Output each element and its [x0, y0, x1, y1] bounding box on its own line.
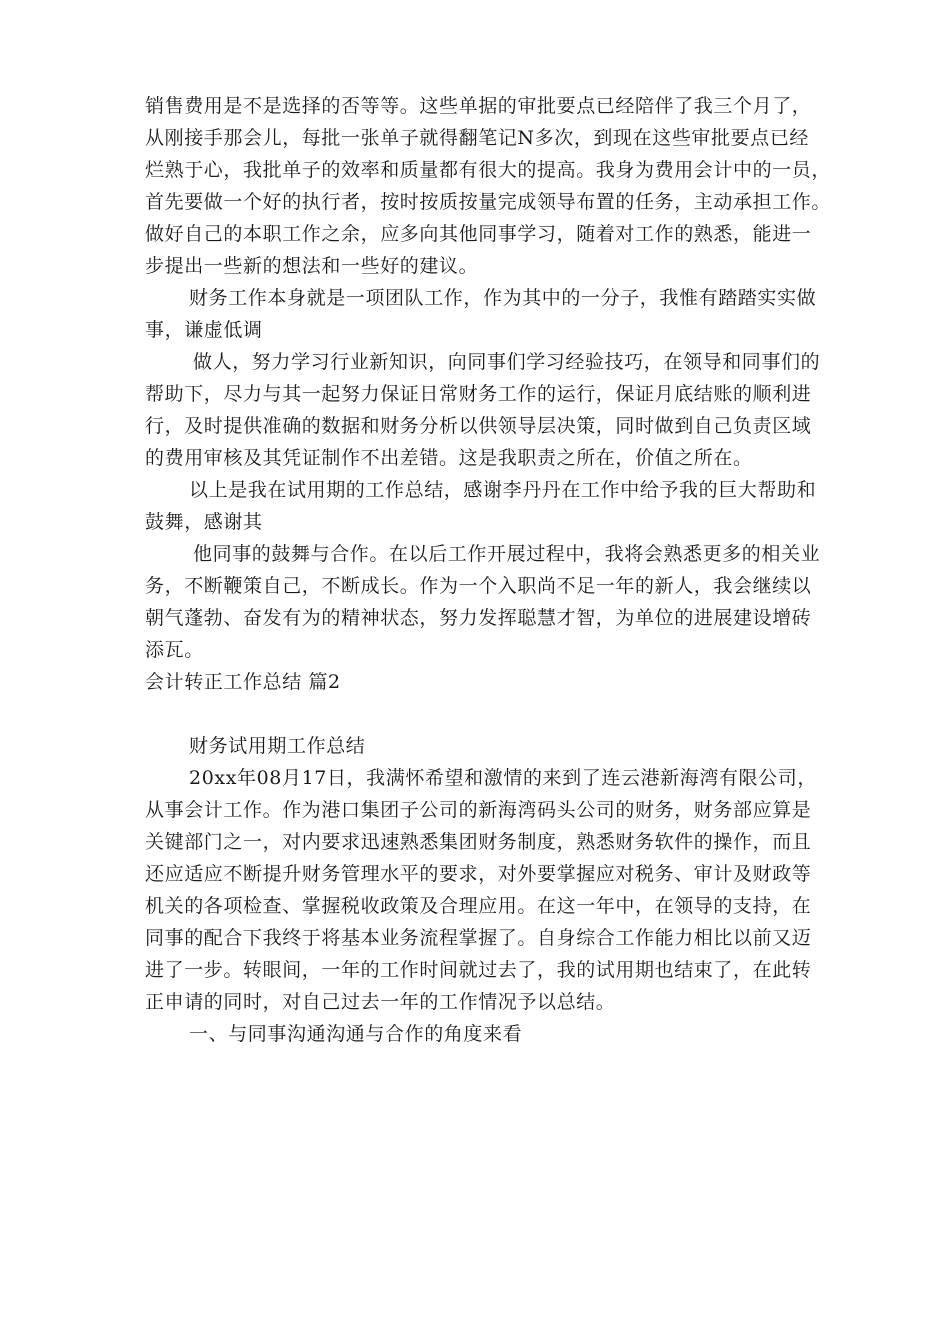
- section-heading: 会计转正工作总结 篇2: [145, 671, 341, 693]
- paragraph-line: 从事会计工作。作为港口集团子公司的新海湾码头公司的财务，财务部应算是: [145, 799, 812, 821]
- paragraph-line: 20xx年08月17日，我满怀希望和激情的来到了连云港新海湾有限公司，: [189, 767, 817, 789]
- paragraph-line: 行，及时提供准确的数据和财务分析以供领导层决策，同时做到自己负责区域: [145, 415, 812, 437]
- paragraph-line: 从刚接手那会儿，每批一张单子就得翻笔记N多次，到现在这些审批要点已经: [145, 127, 810, 149]
- paragraph-line: 务，不断鞭策自己，不断成长。作为一个入职尚不足一年的新人，我会继续以: [145, 575, 812, 597]
- paragraph-line: 鼓舞，感谢其: [145, 511, 263, 533]
- paragraph-line: 机关的各项检查、掌握税收政策及合理应用。在这一年中，在领导的支持，在: [145, 895, 812, 917]
- paragraph-line: 还应适应不断提升财务管理水平的要求，对外要掌握应对税务、审计及财政等: [145, 863, 812, 885]
- paragraph-line: 烂熟于心，我批单子的效率和质量都有很大的提高。我身为费用会计中的一员，: [145, 159, 832, 181]
- paragraph-line: 财务工作本身就是一项团队工作，作为其中的一分子，我惟有踏踏实实做: [189, 287, 817, 309]
- paragraph-line: 步提出一些新的想法和一些好的建议。: [145, 255, 479, 277]
- document-body: [145, 90, 832, 1050]
- paragraph-line: 以上是我在试用期的工作总结，感谢李丹丹在工作中给予我的巨大帮助和: [189, 479, 817, 501]
- paragraph-line: 朝气蓬勃、奋发有为的精神状态，努力发挥聪慧才智，为单位的进展建设增砖: [145, 607, 812, 629]
- paragraph-line: 做人，努力学习行业新知识，向同事们学习经验技巧，在领导和同事们的: [193, 351, 821, 373]
- paragraph-line: 进了一步。转眼间，一年的工作时间就过去了，我的试用期也结束了，在此转: [145, 959, 812, 981]
- list-heading: 一、与同事沟通沟通与合作的角度来看: [189, 1023, 523, 1045]
- paragraph-line: 首先要做一个好的执行者，按时按质按量完成领导布置的任务，主动承担工作。: [145, 191, 832, 213]
- paragraph-line: 帮助下，尽力与其一起努力保证日常财务工作的运行，保证月底结账的顺利进: [145, 383, 812, 405]
- paragraph-line: 做好自己的本职工作之余，应多向其他同事学习，随着对工作的熟悉，能进一: [145, 223, 812, 245]
- paragraph-line: 的费用审核及其凭证制作不出差错。这是我职责之所在，价值之所在。: [145, 447, 753, 469]
- subsection-title: 财务试用期工作总结: [189, 735, 366, 757]
- paragraph-line: 关键部门之一，对内要求迅速熟悉集团财务制度，熟悉财务软件的操作，而且: [145, 831, 812, 853]
- paragraph-line: 添瓦。: [145, 639, 204, 661]
- paragraph-line: 他同事的鼓舞与合作。在以后工作开展过程中，我将会熟悉更多的相关业: [193, 543, 821, 565]
- blank-line: [145, 698, 815, 730]
- paragraph-line: 销售费用是不是选择的否等等。这些单据的审批要点已经陪伴了我三个月了，: [145, 95, 812, 117]
- paragraph-line: 正申请的同时，对自己过去一年的工作情况予以总结。: [145, 991, 616, 1013]
- paragraph-line: 事，谦虚低调: [145, 319, 263, 341]
- paragraph-line: 同事的配合下我终于将基本业务流程掌握了。自身综合工作能力相比以前又迈: [145, 927, 812, 949]
